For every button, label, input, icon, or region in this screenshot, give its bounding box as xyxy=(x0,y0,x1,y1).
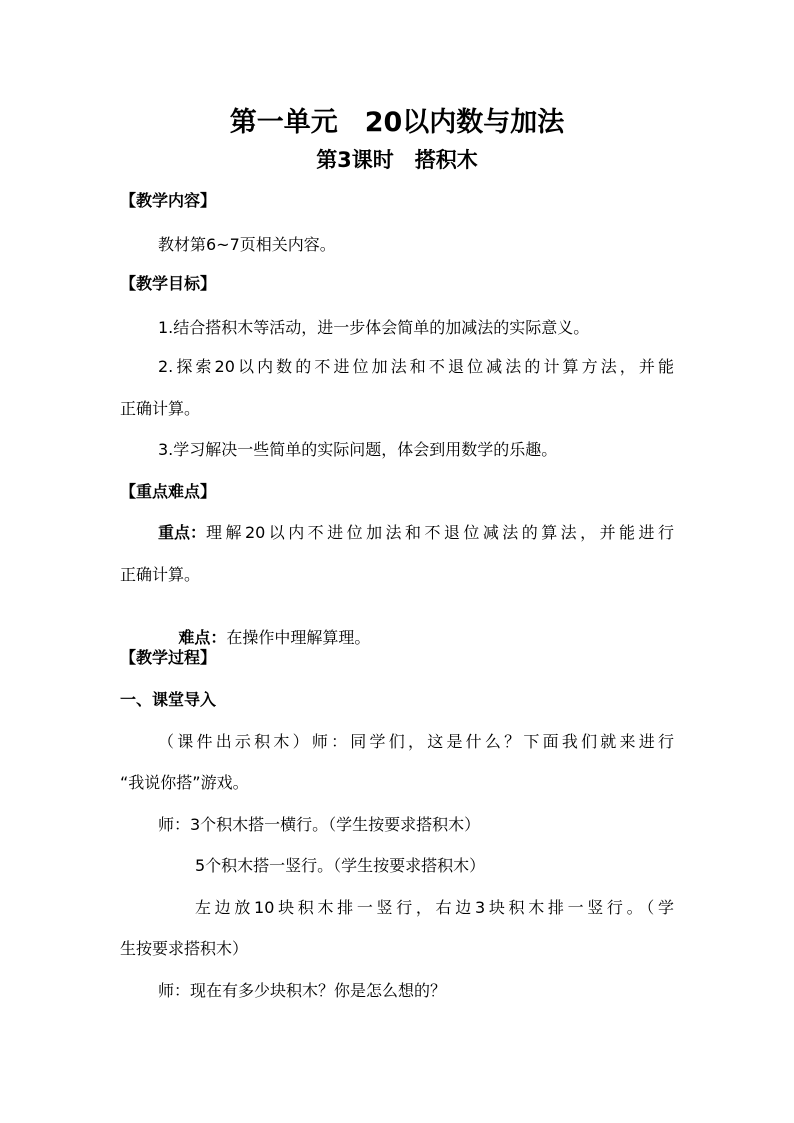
key-point-line-1 xyxy=(158,522,674,544)
content-text: 教材第6~7页相关内容。 xyxy=(158,235,336,254)
teacher-line-4: 师：现在有多少块积木？你是怎么想的？ xyxy=(158,981,447,1000)
teacher-line-1: 师：3个积木搭一横行。（学生按要求搭积木） xyxy=(158,815,481,834)
difficulty-text: 在操作中理解算理。 xyxy=(226,628,371,647)
goal-1: 1.结合搭积木等活动，进一步体会简单的加减法的实际意义。 xyxy=(158,318,590,337)
section-heading-goals: 【教学目标】 xyxy=(120,274,217,293)
teacher-line-3-continued: 生按要求搭积木） xyxy=(120,939,249,958)
part-one-heading: 一、课堂导入 xyxy=(120,690,217,709)
lesson-title: 第3课时 搭积木 xyxy=(316,148,478,172)
intro-line-2: “我说你搭”游戏。 xyxy=(120,773,249,792)
section-heading-content: 【教学内容】 xyxy=(120,191,217,210)
section-heading-process: 【教学过程】 xyxy=(120,648,217,667)
goal-2-line-1: 2.探索20以内数的不进位加法和不退位减法的计算方法，并能 xyxy=(158,357,674,376)
intro-line-1: （课件出示积木）师：同学们，这是什么？下面我们就来进行 xyxy=(158,732,674,751)
teacher-line-3: 左边放10块积木排一竖行，右边3块积木排一竖行。（学 xyxy=(195,898,674,917)
difficulty-label: 难点： xyxy=(178,628,227,647)
teacher-line-2: 5个积木搭一竖行。（学生按要求搭积木） xyxy=(195,856,486,875)
key-point-line-2: 正确计算。 xyxy=(120,565,201,584)
unit-title: 第一单元 20以内数与加法 xyxy=(229,107,565,138)
goal-3: 3.学习解决一些简单的实际问题，体会到用数学的乐趣。 xyxy=(158,440,558,459)
goal-2-line-2: 正确计算。 xyxy=(120,399,201,418)
key-point-label: 重点： xyxy=(158,523,207,542)
key-point-text: 理解20以内不进位加法和不退位减法的算法，并能进行 xyxy=(206,523,674,542)
section-heading-key-points: 【重点难点】 xyxy=(120,482,217,501)
